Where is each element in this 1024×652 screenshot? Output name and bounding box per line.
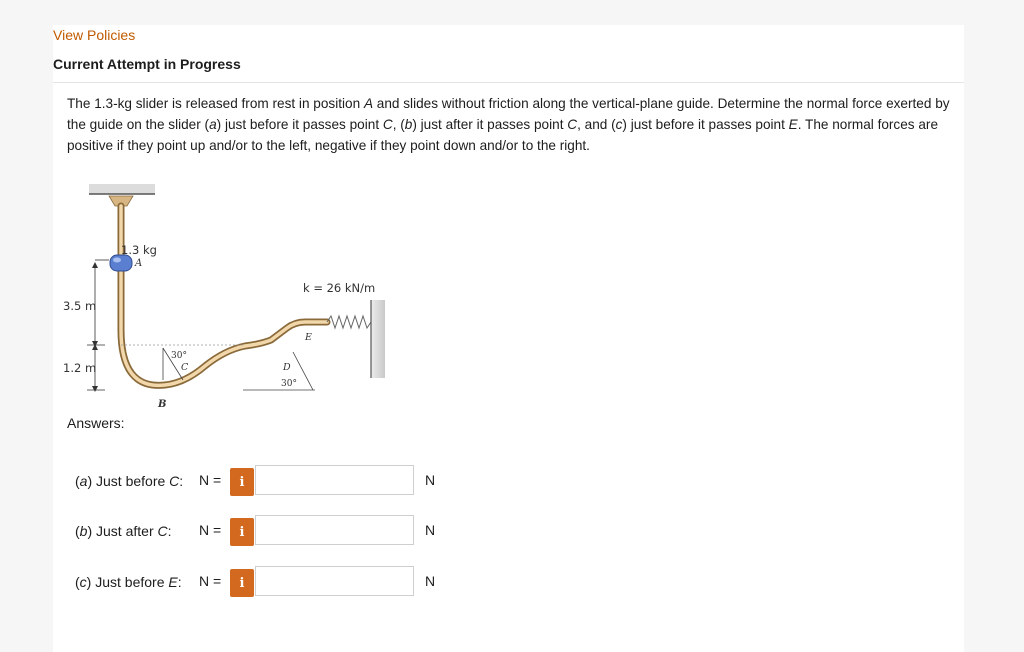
answer-row-label: (c) Just before E: — [75, 574, 182, 590]
angle-30-d: 30° — [281, 379, 297, 389]
n-equals-label: N = — [199, 573, 222, 589]
slider-block — [110, 255, 132, 271]
mass-label: 1.3 kg — [121, 243, 157, 257]
attempt-title: Current Attempt in Progress — [53, 56, 241, 72]
answer-row-label: (b) Just after C: — [75, 523, 172, 539]
ceiling — [89, 184, 155, 194]
divider — [53, 82, 964, 83]
answer-b-input[interactable] — [255, 515, 414, 545]
answer-row-c — [75, 566, 445, 598]
answer-row-a — [75, 465, 445, 497]
unit-label: N — [425, 522, 436, 538]
question-card — [53, 25, 964, 652]
height-3-5-label: 3.5 m — [63, 299, 97, 313]
slider-guide-figure — [63, 180, 376, 420]
info-icon[interactable]: i — [230, 518, 254, 546]
info-icon[interactable]: i — [230, 569, 254, 597]
angle-30-c: 30° — [171, 351, 187, 361]
unit-label: N — [425, 472, 436, 488]
point-a-label: A — [135, 258, 143, 269]
point-c-label: C — [181, 362, 189, 373]
view-policies-link[interactable]: View Policies — [53, 27, 136, 43]
spring-constant-label: k = 26 kN/m — [303, 281, 376, 295]
answers-label: Answers: — [67, 415, 125, 431]
height-1-2-label: 1.2 m — [63, 361, 97, 375]
n-equals-label: N = — [199, 522, 222, 538]
unit-label: N — [425, 573, 436, 589]
point-d-label: D — [283, 362, 291, 373]
answer-c-input[interactable] — [255, 566, 414, 596]
info-icon[interactable]: i — [230, 468, 254, 496]
question-text: The 1.3-kg slider is released from rest in position A and slides without friction along the vertical-plane guide. Determine the normal force exerted by the guide on the slider (a) just before it passes point C, (b) just after it passes point C, and (c) just before it passes point E. The normal forces are positive if they point up and/or to the left, negative if they point down and/or to the right. — [67, 96, 950, 153]
answer-row-b — [75, 515, 445, 547]
answer-row-label: (a) Just before C: — [75, 473, 184, 489]
spring — [327, 316, 371, 328]
point-b-label: B — [158, 399, 167, 410]
n-equals-label: N = — [199, 472, 222, 488]
point-e-label: E — [305, 332, 312, 343]
answer-a-input[interactable] — [255, 465, 414, 495]
wall — [371, 300, 385, 378]
